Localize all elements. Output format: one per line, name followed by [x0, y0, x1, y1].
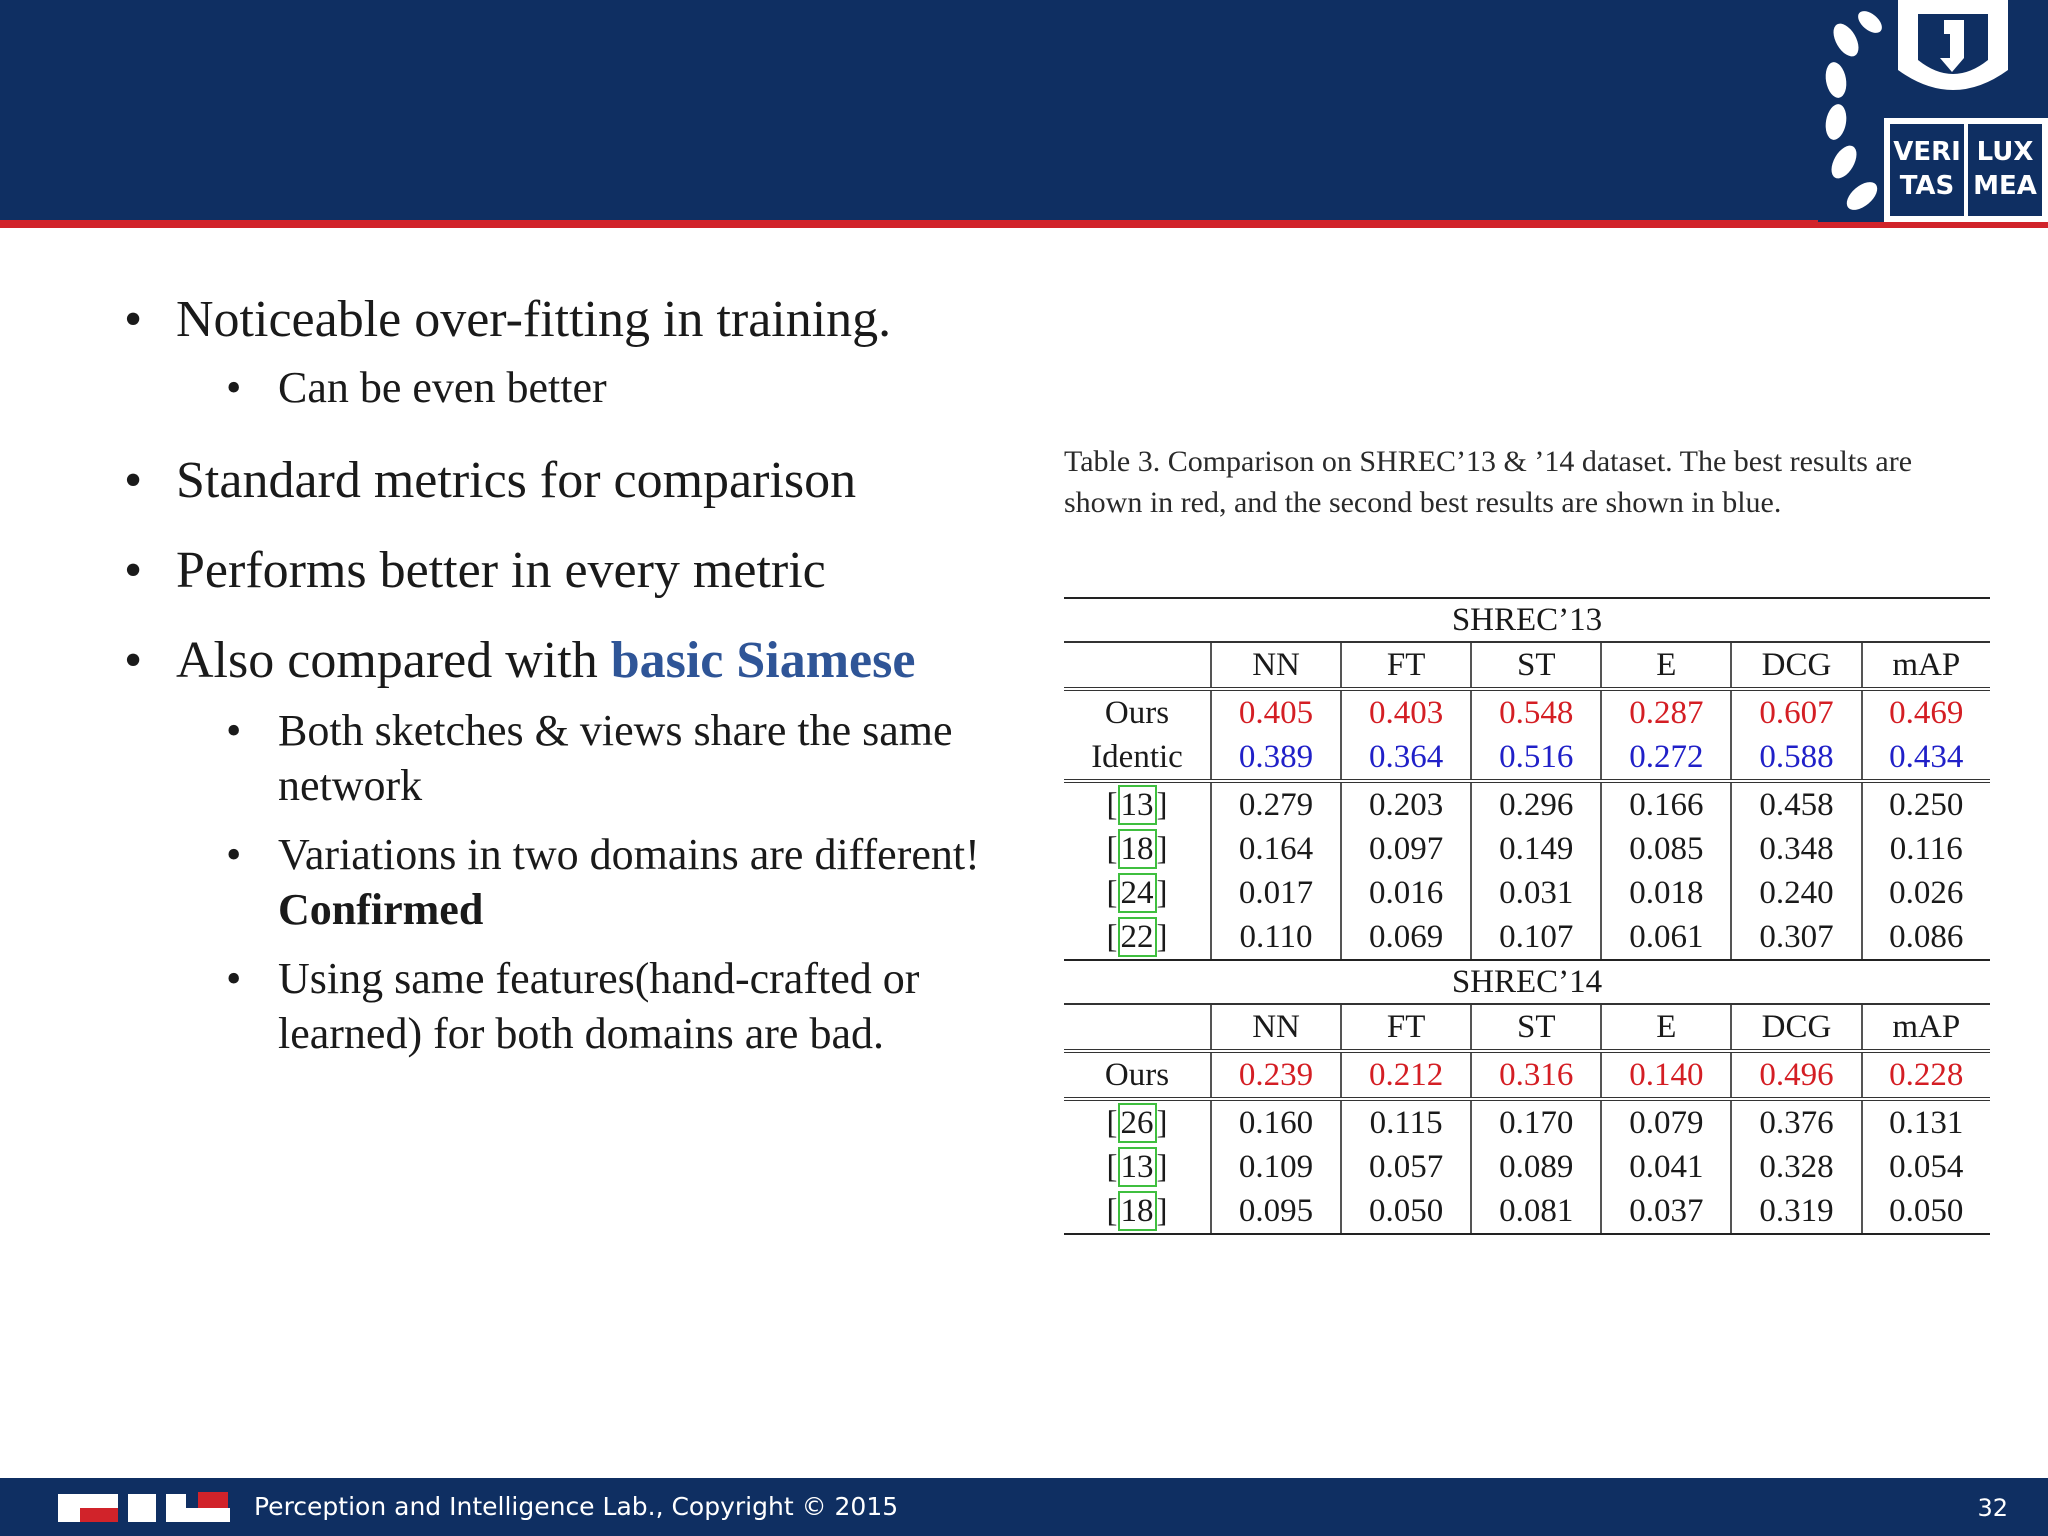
- column-header-row: [1064, 642, 1990, 689]
- table-cell: 0.239: [1211, 1051, 1341, 1099]
- table-row: [1064, 689, 1990, 735]
- group-title-shrec13: SHREC’13: [1064, 598, 1990, 642]
- results-table: [1064, 597, 1990, 1235]
- row-label: [13]: [1106, 1148, 1168, 1185]
- bullet-variations: [120, 827, 1020, 937]
- page-number: 32: [1977, 1494, 2008, 1522]
- column-header: ST: [1471, 1004, 1601, 1051]
- table-cell: 0.516: [1471, 735, 1601, 781]
- table-cell: 0.050: [1862, 1189, 1990, 1234]
- table-cell: 0.041: [1601, 1145, 1731, 1189]
- bullet-basic-siamese: [120, 631, 1020, 691]
- table-row: [1064, 915, 1990, 960]
- table-cell: 0.496: [1731, 1051, 1861, 1099]
- table-cell: 0.458: [1731, 781, 1861, 827]
- table-cell: 0.069: [1341, 915, 1471, 960]
- table-row: [1064, 827, 1990, 871]
- row-label: [18]: [1064, 1189, 1211, 1234]
- table-cell: 0.389: [1211, 735, 1341, 781]
- table-cell: 0.131: [1862, 1099, 1990, 1145]
- emblem-text-veri: VERI: [1893, 137, 1961, 167]
- table-row: [1064, 1145, 1990, 1189]
- column-header: FT: [1341, 1004, 1471, 1051]
- table-cell: 0.279: [1211, 781, 1341, 827]
- table-cell: 0.364: [1341, 735, 1471, 781]
- table-cell: 0.376: [1731, 1099, 1861, 1145]
- table-cell: 0.203: [1341, 781, 1471, 827]
- column-header: E: [1601, 1004, 1731, 1051]
- row-label: [26]: [1064, 1099, 1211, 1145]
- table-cell: 0.405: [1211, 689, 1341, 735]
- row-label: [24]: [1106, 874, 1168, 911]
- table-row: [1064, 1189, 1990, 1234]
- bullet-variations-text: Variations in two domains are different!: [278, 830, 980, 879]
- table-cell: 0.316: [1471, 1051, 1601, 1099]
- bullet-performs-better: • Performs better in every metric: [120, 541, 1020, 601]
- column-header: NN: [1211, 1004, 1341, 1051]
- table-row: [1064, 1051, 1990, 1099]
- table-cell: 0.240: [1731, 871, 1861, 915]
- citation-ref: 24: [1118, 873, 1157, 913]
- table-cell: 0.607: [1731, 689, 1861, 735]
- table-cell: 0.061: [1601, 915, 1731, 960]
- table-cell: 0.319: [1731, 1189, 1861, 1234]
- confirmed-highlight: Confirmed: [278, 885, 484, 934]
- bullet-same-features: • Using same features(hand-crafted or learned) for both domains are bad.: [120, 951, 1020, 1061]
- table-cell: 0.160: [1211, 1099, 1341, 1145]
- header-bar: [0, 0, 2048, 220]
- table-cell: 0.081: [1471, 1189, 1601, 1234]
- bullet-basic-siamese-prefix: Also compared with: [176, 632, 611, 689]
- table-cell: 0.250: [1862, 781, 1990, 827]
- table-cell: 0.057: [1341, 1145, 1471, 1189]
- table-cell: 0.348: [1731, 827, 1861, 871]
- table-cell: 0.164: [1211, 827, 1341, 871]
- table-cell: 0.085: [1601, 827, 1731, 871]
- citation-ref: 22: [1118, 917, 1157, 957]
- column-header: DCG: [1731, 642, 1861, 689]
- column-header: E: [1601, 642, 1731, 689]
- table-cell: 0.328: [1731, 1145, 1861, 1189]
- table-cell: 0.212: [1341, 1051, 1471, 1099]
- bullet-overfitting: • Noticeable over-fitting in training.: [120, 290, 1020, 350]
- emblem-text-mea: MEA: [1973, 171, 2037, 201]
- table-cell: 0.050: [1341, 1189, 1471, 1234]
- table-cell: 0.018: [1601, 871, 1731, 915]
- footer-copyright: Perception and Intelligence Lab., Copyright © 2015: [254, 1492, 899, 1521]
- table-cell: 0.307: [1731, 915, 1861, 960]
- table-cell: 0.469: [1862, 689, 1990, 735]
- table-cell: 0.434: [1862, 735, 1990, 781]
- table-cell: 0.016: [1341, 871, 1471, 915]
- table-cell: 0.107: [1471, 915, 1601, 960]
- column-header: DCG: [1731, 1004, 1861, 1051]
- row-label: [18]: [1106, 830, 1168, 867]
- citation-ref: 18: [1118, 1191, 1157, 1231]
- table-cell: 0.089: [1471, 1145, 1601, 1189]
- bullet-standard-metrics: • Standard metrics for comparison: [120, 451, 1020, 511]
- table-cell: 0.017: [1211, 871, 1341, 915]
- table-cell: 0.037: [1601, 1189, 1731, 1234]
- citation-ref: 13: [1118, 1147, 1157, 1187]
- basic-siamese-highlight: basic Siamese: [610, 632, 916, 689]
- citation-ref: 26: [1118, 1103, 1157, 1143]
- table-cell: 0.296: [1471, 781, 1601, 827]
- row-label: Ours: [1104, 694, 1170, 731]
- table-row: [1064, 781, 1990, 827]
- university-emblem-icon: [1818, 0, 2048, 222]
- table-cell: 0.166: [1601, 781, 1731, 827]
- lab-logo-icon: [58, 1490, 230, 1526]
- table-cell: 0.097: [1341, 827, 1471, 871]
- emblem-text-lux: LUX: [1976, 137, 2034, 167]
- row-label: Identic: [1091, 738, 1183, 775]
- emblem-text-tas: TAS: [1899, 171, 1955, 201]
- group-title-shrec14: SHREC’14: [1451, 963, 1603, 1000]
- table-row: [1064, 871, 1990, 915]
- table-cell: 0.095: [1211, 1189, 1341, 1234]
- row-label: [13]: [1064, 781, 1211, 827]
- citation-ref: 18: [1118, 829, 1157, 869]
- column-header: ST: [1471, 642, 1601, 689]
- column-header: NN: [1211, 642, 1341, 689]
- table-cell: 0.116: [1862, 827, 1990, 871]
- table-cell: 0.079: [1601, 1099, 1731, 1145]
- table-cell: 0.054: [1862, 1145, 1990, 1189]
- header-accent-line: [0, 220, 2048, 228]
- table-cell: 0.287: [1601, 689, 1731, 735]
- row-label: Ours: [1104, 1056, 1170, 1093]
- table-cell: 0.228: [1862, 1051, 1990, 1099]
- column-header: FT: [1341, 642, 1471, 689]
- table-caption: Table 3. Comparison on SHREC’13 & ’14 dataset. The best results are shown in red, and the second best results are shown in blue.: [1064, 445, 1913, 519]
- table-row: [1064, 1099, 1990, 1145]
- row-label: [22]: [1064, 915, 1211, 960]
- citation-ref: 13: [1118, 785, 1157, 825]
- table-cell: 0.149: [1471, 827, 1601, 871]
- column-header: mAP: [1862, 1004, 1990, 1051]
- table-cell: 0.026: [1862, 871, 1990, 915]
- table-cell: 0.170: [1471, 1099, 1601, 1145]
- table-row: [1064, 735, 1990, 781]
- column-header: mAP: [1862, 642, 1990, 689]
- table-cell: 0.110: [1211, 915, 1341, 960]
- bullet-even-better: • Can be even better: [120, 360, 1020, 415]
- table-cell: 0.403: [1341, 689, 1471, 735]
- column-header-row: [1064, 1004, 1990, 1051]
- table-cell: 0.031: [1471, 871, 1601, 915]
- bullet-shared-network: • Both sketches & views share the same network: [120, 703, 1020, 813]
- table-cell: 0.086: [1862, 915, 1990, 960]
- bullet-list: [120, 290, 1020, 1061]
- table-cell: 0.140: [1601, 1051, 1731, 1099]
- table-cell: 0.548: [1471, 689, 1601, 735]
- table-cell: 0.109: [1211, 1145, 1341, 1189]
- table-cell: 0.272: [1601, 735, 1731, 781]
- table-cell: 0.588: [1731, 735, 1861, 781]
- table-cell: 0.115: [1341, 1099, 1471, 1145]
